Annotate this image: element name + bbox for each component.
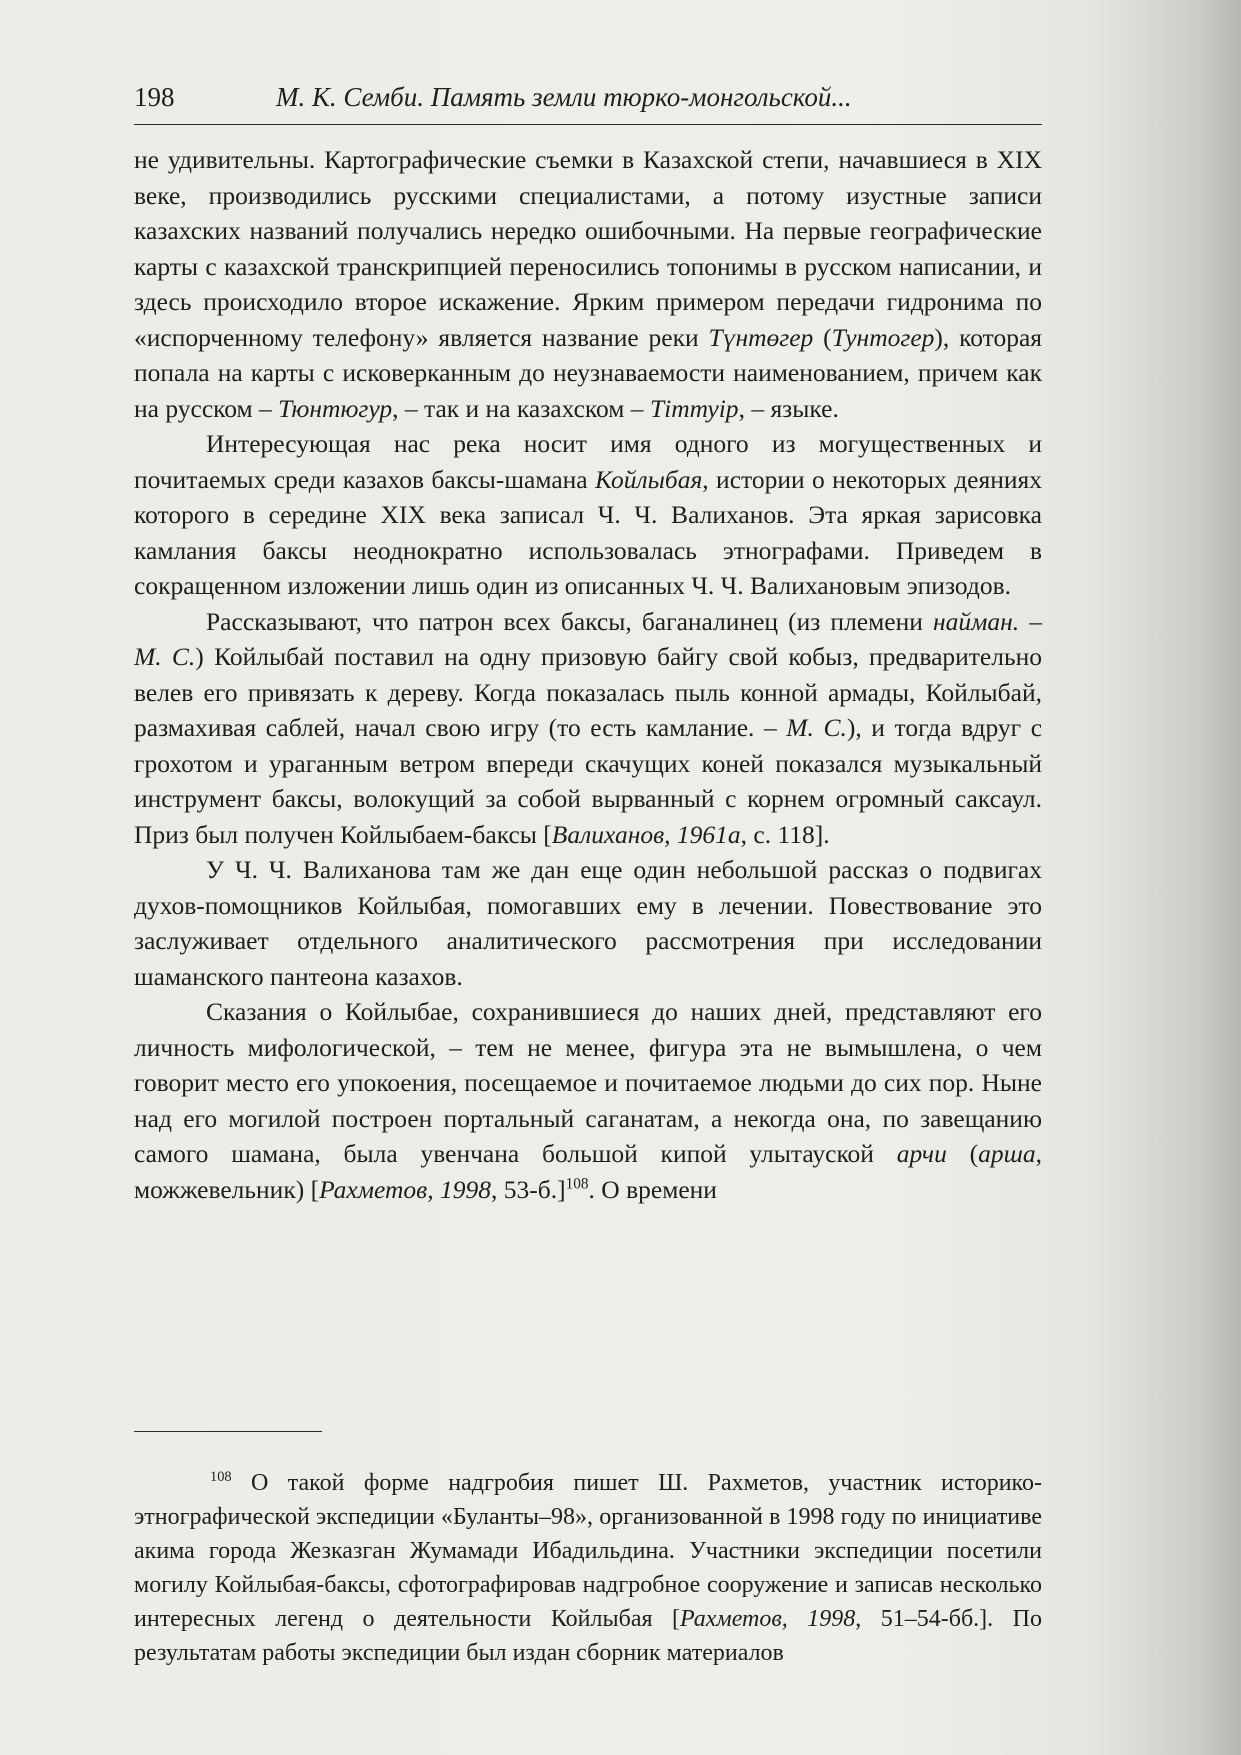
italic-term: арша bbox=[978, 1139, 1036, 1168]
text-run: , 53-б.] bbox=[491, 1174, 566, 1204]
author-note: М. С. bbox=[786, 713, 847, 742]
citation: Валиханов, 1961а bbox=[551, 819, 741, 849]
page-header bbox=[134, 82, 1042, 125]
text-run: ( bbox=[813, 322, 832, 352]
author-note: найман. – М. С. bbox=[134, 606, 1042, 671]
text-run: ( bbox=[946, 1139, 979, 1168]
citation: Рахметов, 1998 bbox=[319, 1174, 491, 1204]
text-run: ) Койлыбай поставил на одну призовую байгу свой кобыз, предварительно велев его привязать к дереву. Когда показалась пыль конной армады, Койлыбай, размахивая саблей, начал свою игру (то есть камлание. – bbox=[134, 642, 1043, 742]
paragraph-2 bbox=[134, 426, 1042, 604]
text-run: ), и тогда вдруг с грохотом и ураганным ветром впереди скачущих коней показался музыкальный инструмент баксы, волокущий за собой вырванный с корнем огромный саксаул. Приз был получен Койлыбаем-баксы [ bbox=[134, 713, 1043, 849]
italic-term: арчи bbox=[896, 1139, 947, 1168]
page-number: 198 bbox=[134, 82, 175, 112]
text-run: не удивительны. Картографические съемки в Казахской степи, начавшиеся в XIX веке, производились русскими специалистами, а потому изустные записи казахских названий получались нередко ошибочными. На первые географические карты с казахской транскрипцией переносились топонимы в русском написании, и здесь происходило второе искажение. Ярким примером передачи гидронима по «испорченному телефону» является название реки bbox=[134, 145, 1042, 352]
text-run: У Ч. Ч. Валиханова там же дан еще один небольшой рассказ о подвигах духов-помощников Койлыбая, помогавших ему в лечении. Повествование это заслуживает отдельного аналитического рассмотрения при исследовании шаманского пантеона казахов. bbox=[134, 855, 1042, 991]
text-run: , можжевельник) [ bbox=[134, 1139, 1042, 1204]
text-run: Рассказывают, что патрон всех баксы, баганалинец (из племени bbox=[206, 606, 933, 636]
text-run: , истории о некоторых деяниях которого в середине XIX века записал Ч. Ч. Валиханов. Эта яркая зарисовка камлания баксы неоднократно использовалась этнографами. Приведем в сокращенном изложении лишь один из описанных Ч. Ч. Валихановым эпизодов. bbox=[134, 464, 1042, 600]
text-run: , – языке. bbox=[738, 393, 839, 423]
text-run: . О времени bbox=[588, 1174, 717, 1204]
paragraph-1 bbox=[134, 142, 1042, 426]
text-run: ), которая попала на карты с исковерканным до неузнаваемости наименованием, причем как на русском – bbox=[134, 322, 1043, 423]
paragraph-3 bbox=[134, 604, 1042, 853]
main-text bbox=[134, 142, 1042, 1207]
paragraph-5 bbox=[134, 994, 1042, 1207]
river-name-kazakh-map: Тіттуір bbox=[649, 393, 739, 423]
footnote-108 bbox=[134, 1466, 1042, 1670]
running-title: М. К. Семби. Память земли тюрко-монгольской... bbox=[276, 82, 852, 112]
river-name-russian: Тюнтюгур bbox=[278, 393, 393, 423]
river-name-kazakh: Түнтөгер bbox=[708, 322, 814, 352]
citation: Рахметов, 1998 bbox=[680, 1606, 856, 1632]
footnote-mark: 108 bbox=[210, 1469, 232, 1485]
text-run: , – так и на казахском – bbox=[392, 393, 650, 423]
text-run: Интересующая нас река носит имя одного из могущественных и почитаемых среди казахов баксы-шамана bbox=[134, 429, 1042, 494]
footnote-divider bbox=[134, 1431, 322, 1432]
text-run: О такой форме надгробия пишет Ш. Рахметов, участник историко-этнографической экспедиции «Буланты–98», организованной в 1998 году по инициативе акима города Жезказган Жумамади Ибадильдина. Участники экспедиции посетили могилу Койлыбая-баксы, сфотографировав надгробное сооружение и записав несколько интересных легенд о деятельности Койлыбая [ bbox=[134, 1470, 1042, 1632]
text-run: , с. 118]. bbox=[740, 819, 830, 849]
italic-name: Койлыбая bbox=[595, 464, 703, 494]
river-name-variant: Тунтогер bbox=[831, 322, 935, 352]
text-run: , 51–54-бб.]. По результатам работы экспедиции был издан сборник материалов bbox=[134, 1606, 1042, 1666]
footnote-reference: 108 bbox=[565, 1175, 589, 1192]
text-run: Сказания о Койлыбае, сохранившиеся до наших дней, представляют его личность мифологической, – тем не менее, фигура эта не вымышлена, о чем говорит место его упокоения, посещаемое и почитаемое людьми до сих пор. Ныне над его могилой построен портальный саганатам, а некогда она, по завещанию самого шамана, была увенчана большой кипой улытауской bbox=[134, 997, 1042, 1168]
paragraph-4 bbox=[134, 852, 1042, 994]
